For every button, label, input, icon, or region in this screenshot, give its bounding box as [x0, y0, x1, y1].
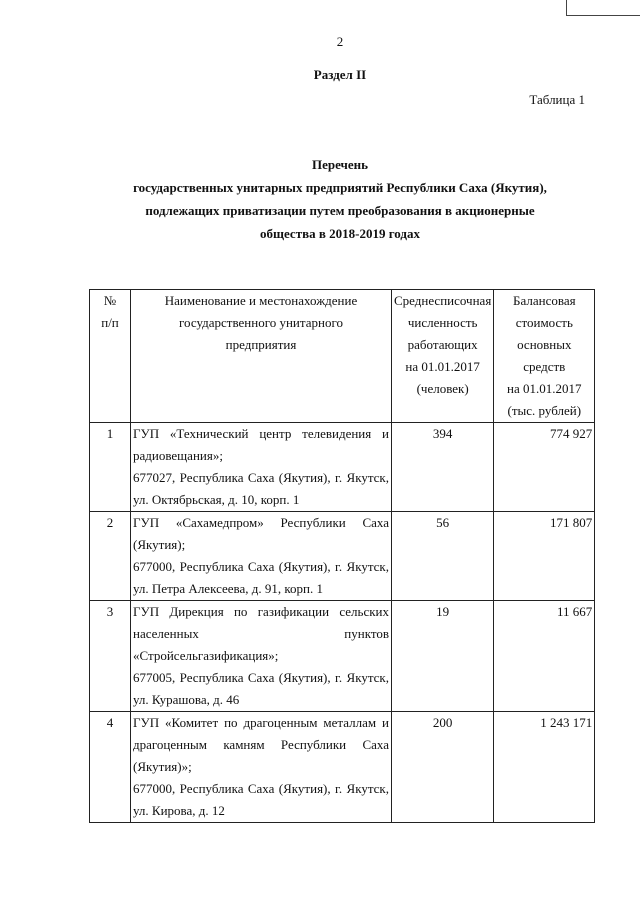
table-row	[90, 512, 595, 601]
header-line: предприятия	[225, 337, 297, 352]
row-number: 1	[90, 423, 131, 512]
table-row	[90, 423, 595, 512]
table-row	[90, 712, 595, 823]
header-num	[90, 290, 131, 423]
corner-mark	[566, 0, 640, 16]
header-line: государственного унитарного	[179, 315, 343, 330]
header-line: Наименование и местонахождение	[164, 293, 358, 308]
document-title	[0, 153, 640, 245]
header-line: Балансовая	[513, 293, 576, 308]
header-line: работающих	[407, 337, 478, 352]
section-title: Раздел II	[313, 67, 367, 82]
title-line: общества в 2018-2019 годах	[260, 226, 420, 241]
header-line: численность	[407, 315, 478, 330]
title-line: подлежащих приватизации путем преобразования в акционерные	[145, 203, 535, 218]
header-line: п/п	[101, 315, 119, 330]
staff-count: 19	[392, 601, 494, 712]
staff-count: 394	[392, 423, 494, 512]
enterprise-name: ГУП «Технический центр телевидения и радиовещания»;	[133, 426, 389, 463]
enterprise-name: ГУП «Комитет по драгоценным металлам и драгоценным камням Республики Саха (Якутия)»;	[133, 715, 389, 774]
table-header-row	[90, 290, 595, 423]
header-line: (человек)	[416, 381, 469, 396]
asset-value: 171 807	[494, 512, 595, 601]
enterprises-table	[89, 289, 595, 823]
enterprise-address: 677000, Республика Саха (Якутия), г. Якутск, ул. Петра Алексеева, д. 91, корп. 1	[133, 559, 389, 596]
header-line: №	[103, 293, 117, 308]
row-number: 3	[90, 601, 131, 712]
header-line: на 01.01.2017	[507, 381, 582, 396]
header-value	[494, 290, 595, 423]
table-label: Таблица 1	[529, 92, 585, 107]
header-line: (тыс. рублей)	[507, 403, 582, 418]
title-line: Перечень	[311, 157, 369, 172]
enterprise-address: 677005, Республика Саха (Якутия), г. Якутск, ул. Курашова, д. 46	[133, 670, 389, 707]
staff-count: 200	[392, 712, 494, 823]
header-line: стоимость	[515, 315, 573, 330]
enterprise-address: 677027, Республика Саха (Якутия), г. Якутск, ул. Октябрьская, д. 10, корп. 1	[133, 470, 389, 507]
table-row	[90, 601, 595, 712]
header-staff	[392, 290, 494, 423]
enterprise-cell	[131, 423, 392, 512]
row-number: 2	[90, 512, 131, 601]
enterprise-cell	[131, 601, 392, 712]
row-number: 4	[90, 712, 131, 823]
enterprise-cell	[131, 712, 392, 823]
enterprise-name: ГУП «Сахамедпром» Республики Саха (Якутия);	[133, 515, 389, 552]
header-line: на 01.01.2017	[405, 359, 480, 374]
header-name	[131, 290, 392, 423]
enterprise-name: ГУП Дирекция по газификации сельских населенных пунктов «Стройсельгазификация»;	[133, 604, 389, 663]
asset-value: 1 243 171	[494, 712, 595, 823]
staff-count: 56	[392, 512, 494, 601]
header-line: Среднесписочная	[394, 293, 492, 308]
asset-value: 11 667	[494, 601, 595, 712]
header-line: основных средств	[517, 337, 572, 374]
enterprise-cell	[131, 512, 392, 601]
title-line: государственных унитарных предприятий Республики Саха (Якутия),	[133, 180, 547, 195]
enterprise-address: 677000, Республика Саха (Якутия), г. Якутск, ул. Кирова, д. 12	[133, 781, 389, 818]
page-number: 2	[336, 34, 344, 49]
asset-value: 774 927	[494, 423, 595, 512]
